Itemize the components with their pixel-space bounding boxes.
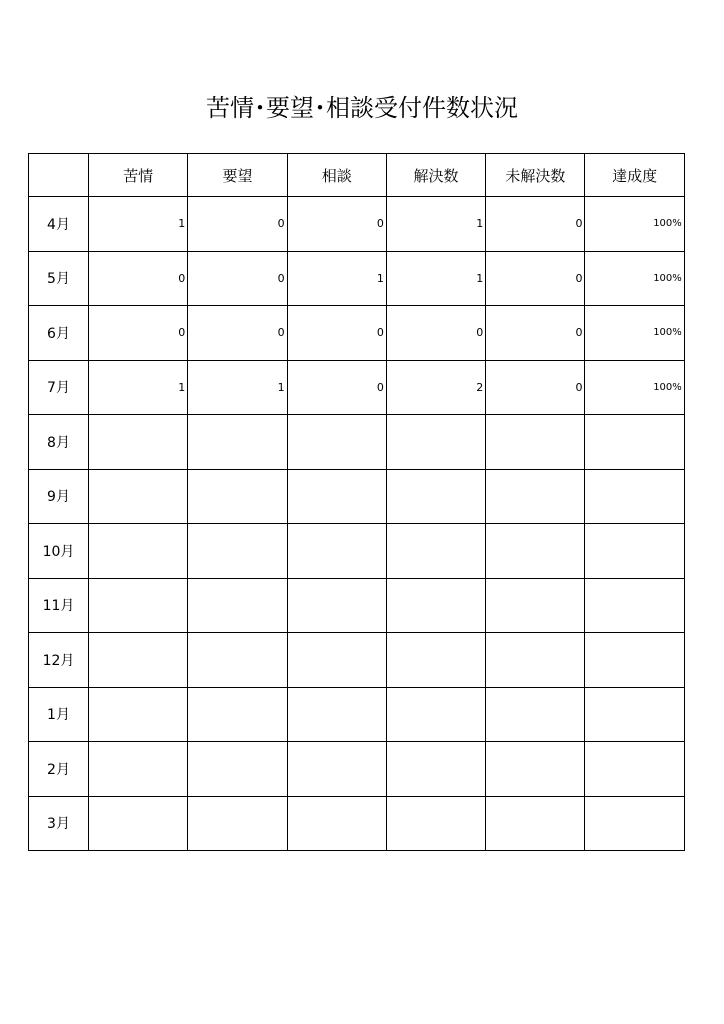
header-request: 要望 — [188, 154, 287, 197]
cell-month: 11月 — [29, 578, 89, 633]
header-corner-cell — [29, 154, 89, 197]
header-complaint: 苦情 — [89, 154, 188, 197]
cell-month: 3月 — [29, 796, 89, 851]
cell-resolved — [386, 742, 485, 797]
cell-request — [188, 578, 287, 633]
cell-request — [188, 796, 287, 851]
cell-achievement-rate: 100% — [585, 306, 684, 361]
cell-consultation — [287, 469, 386, 524]
cell-consultation: 0 — [287, 197, 386, 252]
cell-resolved: 0 — [386, 306, 485, 361]
cell-resolved: 2 — [386, 360, 485, 415]
cell-complaint — [89, 687, 188, 742]
page-title: 苦情･要望･相談受付件数状況 — [206, 94, 518, 122]
cell-complaint — [89, 578, 188, 633]
cell-achievement-rate — [585, 415, 684, 470]
cell-month: 12月 — [29, 633, 89, 688]
cell-unresolved — [486, 469, 585, 524]
cell-achievement-rate — [585, 796, 684, 851]
cell-unresolved — [486, 687, 585, 742]
table-row — [29, 524, 685, 579]
header-row — [29, 154, 685, 197]
cell-complaint — [89, 796, 188, 851]
cell-month: 8月 — [29, 415, 89, 470]
cell-month: 4月 — [29, 197, 89, 252]
cell-complaint: 1 — [89, 197, 188, 252]
table-row — [29, 742, 685, 797]
table-row — [29, 469, 685, 524]
cell-month: 6月 — [29, 306, 89, 361]
cell-unresolved — [486, 633, 585, 688]
cell-month: 10月 — [29, 524, 89, 579]
table-row — [29, 360, 685, 415]
cell-complaint: 0 — [89, 306, 188, 361]
cell-consultation — [287, 524, 386, 579]
table-row — [29, 687, 685, 742]
cell-complaint — [89, 415, 188, 470]
cell-complaint — [89, 524, 188, 579]
cell-resolved — [386, 633, 485, 688]
cell-resolved: 1 — [386, 251, 485, 306]
cell-consultation: 0 — [287, 306, 386, 361]
table-row — [29, 415, 685, 470]
cell-complaint — [89, 469, 188, 524]
table-row — [29, 633, 685, 688]
cell-month: 1月 — [29, 687, 89, 742]
table-row — [29, 251, 685, 306]
cell-achievement-rate — [585, 742, 684, 797]
cell-request — [188, 415, 287, 470]
table-row — [29, 796, 685, 851]
cell-resolved — [386, 524, 485, 579]
cell-request: 0 — [188, 251, 287, 306]
cell-consultation — [287, 742, 386, 797]
cell-unresolved — [486, 578, 585, 633]
cell-request — [188, 524, 287, 579]
cell-resolved: 1 — [386, 197, 485, 252]
cell-unresolved: 0 — [486, 360, 585, 415]
cell-request — [188, 742, 287, 797]
header-consultation: 相談 — [287, 154, 386, 197]
cell-resolved — [386, 796, 485, 851]
cell-month: 2月 — [29, 742, 89, 797]
cell-request — [188, 633, 287, 688]
header-achievement-rate: 達成度 — [585, 154, 684, 197]
cell-unresolved — [486, 415, 585, 470]
cell-consultation — [287, 415, 386, 470]
cell-request — [188, 687, 287, 742]
cell-achievement-rate: 100% — [585, 360, 684, 415]
cell-achievement-rate — [585, 633, 684, 688]
cell-achievement-rate — [585, 524, 684, 579]
cell-complaint — [89, 742, 188, 797]
table-body — [29, 197, 685, 851]
cell-resolved — [386, 415, 485, 470]
header-unresolved: 未解決数 — [486, 154, 585, 197]
cell-resolved — [386, 687, 485, 742]
cell-achievement-rate — [585, 578, 684, 633]
table-row — [29, 306, 685, 361]
table-header — [29, 154, 685, 197]
header-resolved: 解決数 — [386, 154, 485, 197]
cell-consultation: 0 — [287, 360, 386, 415]
table-row — [29, 578, 685, 633]
cell-unresolved: 0 — [486, 197, 585, 252]
cell-achievement-rate: 100% — [585, 251, 684, 306]
complaint-status-table — [28, 153, 685, 851]
cell-month: 7月 — [29, 360, 89, 415]
cell-month: 5月 — [29, 251, 89, 306]
cell-consultation: 1 — [287, 251, 386, 306]
cell-request — [188, 469, 287, 524]
cell-resolved — [386, 578, 485, 633]
cell-request: 0 — [188, 306, 287, 361]
cell-unresolved — [486, 742, 585, 797]
cell-consultation — [287, 687, 386, 742]
table-row — [29, 197, 685, 252]
cell-month: 9月 — [29, 469, 89, 524]
cell-request: 1 — [188, 360, 287, 415]
cell-consultation — [287, 578, 386, 633]
cell-resolved — [386, 469, 485, 524]
cell-unresolved: 0 — [486, 251, 585, 306]
cell-request: 0 — [188, 197, 287, 252]
cell-achievement-rate — [585, 687, 684, 742]
cell-achievement-rate — [585, 469, 684, 524]
cell-unresolved — [486, 524, 585, 579]
cell-consultation — [287, 796, 386, 851]
cell-consultation — [287, 633, 386, 688]
cell-unresolved — [486, 796, 585, 851]
cell-achievement-rate: 100% — [585, 197, 684, 252]
cell-complaint: 0 — [89, 251, 188, 306]
cell-unresolved: 0 — [486, 306, 585, 361]
cell-complaint: 1 — [89, 360, 188, 415]
cell-complaint — [89, 633, 188, 688]
